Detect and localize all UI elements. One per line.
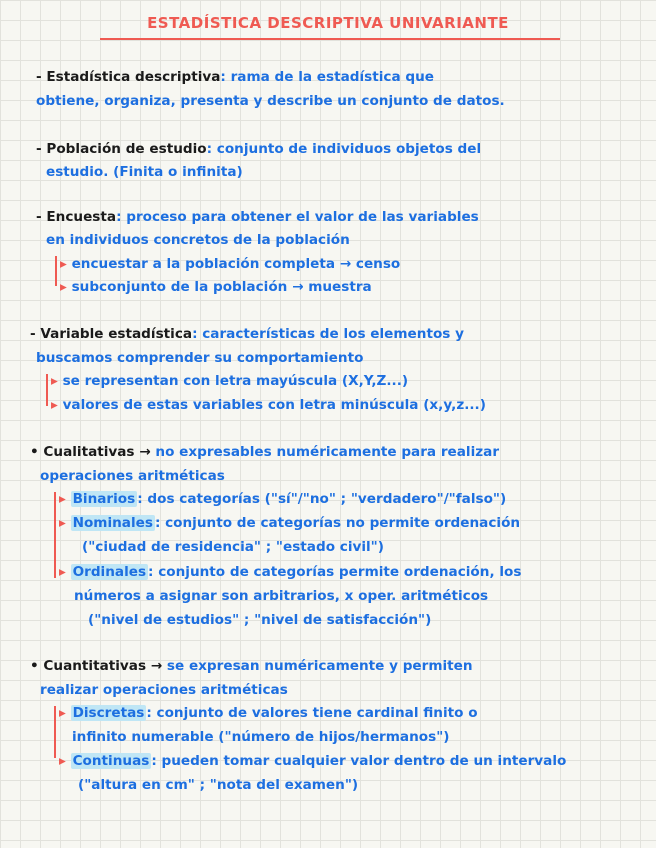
encuesta-line-1: [36, 208, 479, 226]
binarios-label: Binarios: [72, 491, 136, 507]
ordinales-text-2: números a asignar son arbitrarios, x oper. aritméticos: [74, 588, 489, 604]
nominales-text: : conjunto de categorías no permite ordenación: [154, 515, 521, 531]
arrow-icon: ▸: [51, 373, 63, 389]
nominales-example: ("ciudad de residencia" ; "estado civil"): [82, 539, 384, 555]
continuas-line: [59, 752, 566, 770]
cualitativas-def-1: no expresables numéricamente para realizar: [155, 444, 500, 460]
discretas-label: Discretas: [72, 705, 145, 721]
descriptiva-def-2: obtiene, organiza, presenta y describe un conjunto de datos.: [36, 93, 505, 109]
descriptiva-def-1: : rama de la estadística que: [220, 69, 434, 85]
ordinales-line: [59, 563, 521, 581]
cuantitativas-def-2: realizar operaciones aritméticas: [40, 682, 288, 698]
cuantitativas-term: • Cuantitativas →: [30, 658, 163, 674]
arrow-icon: ▸: [59, 705, 71, 721]
variable-term: - Variable estadística: [30, 326, 193, 342]
arrow-icon: ▸: [59, 491, 71, 507]
encuesta-def-2: en individuos concretos de la población: [46, 232, 350, 248]
encuesta-term: - Encuesta: [36, 209, 117, 225]
cuantitativas-line-1: [30, 657, 473, 675]
ordinales-text: : conjunto de categorías permite ordenación, los: [148, 564, 522, 580]
descriptiva-line-1: [36, 68, 434, 86]
censo-text: encuestar a la población completa → censo: [71, 256, 401, 272]
binarios-line: [59, 490, 506, 508]
variable-sub-2: [51, 396, 486, 414]
poblacion-def-2: estudio. (Finita o infinita): [46, 164, 243, 180]
arrow-icon: ▸: [59, 564, 71, 580]
variable-def-2: buscamos comprender su comportamiento: [36, 350, 364, 366]
cualitativas-line-1: [30, 443, 499, 461]
arrow-icon: ▸: [59, 515, 71, 531]
variable-line-1: [30, 325, 464, 343]
arrow-icon: ▸: [60, 256, 72, 272]
arrow-icon: ▸: [51, 397, 63, 413]
nominales-line: [59, 514, 520, 532]
cuantitativas-bracket: [54, 706, 56, 758]
muestra-text: subconjunto de la población → muestra: [71, 279, 372, 295]
arrow-icon: ▸: [59, 753, 71, 769]
variable-bracket: [46, 374, 48, 406]
continuas-text: : pueden tomar cualquier valor dentro de un intervalo: [151, 753, 567, 769]
variable-sub-1: [51, 372, 408, 390]
encuesta-sub-2: [60, 278, 372, 296]
poblacion-def-1: : conjunto de individuos objetos del: [206, 141, 482, 157]
discretas-text: : conjunto de valores tiene cardinal finito o: [146, 705, 478, 721]
cualitativas-term: • Cualitativas →: [30, 444, 151, 460]
page-title: ESTADÍSTICA DESCRIPTIVA UNIVARIANTE: [147, 14, 509, 32]
cualitativas-def-2: operaciones aritméticas: [40, 468, 225, 484]
ordinales-example: ("nivel de estudios" ; "nivel de satisfacción"): [88, 612, 432, 628]
mayuscula-text: se representan con letra mayúscula (X,Y,Z...): [62, 373, 409, 389]
encuesta-bracket: [55, 256, 57, 286]
arrow-icon: ▸: [60, 279, 72, 295]
minuscula-text: valores de estas variables con letra minúscula (x,y,z...): [62, 397, 486, 413]
continuas-example: ("altura en cm" ; "nota del examen"): [78, 777, 359, 793]
nominales-label: Nominales: [72, 515, 153, 531]
poblacion-line-1: [36, 140, 481, 158]
descriptiva-term: - Estadística descriptiva: [36, 69, 221, 85]
binarios-text: : dos categorías ("sí"/"no" ; "verdadero"/"falso"): [137, 491, 507, 507]
cualitativas-bracket: [54, 492, 56, 578]
encuesta-def-1: : proceso para obtener el valor de las variables: [116, 209, 479, 225]
cuantitativas-def-1: se expresan numéricamente y permiten: [166, 658, 473, 674]
poblacion-term: - Población de estudio: [36, 141, 207, 157]
ordinales-label: Ordinales: [72, 564, 147, 580]
title-underline: [100, 38, 560, 40]
continuas-label: Continuas: [72, 753, 150, 769]
encuesta-sub-1: [60, 255, 400, 273]
variable-def-1: : características de los elementos y: [192, 326, 464, 342]
discretas-text-2: infinito numerable ("número de hijos/hermanos"): [72, 729, 450, 745]
discretas-line: [59, 704, 478, 722]
